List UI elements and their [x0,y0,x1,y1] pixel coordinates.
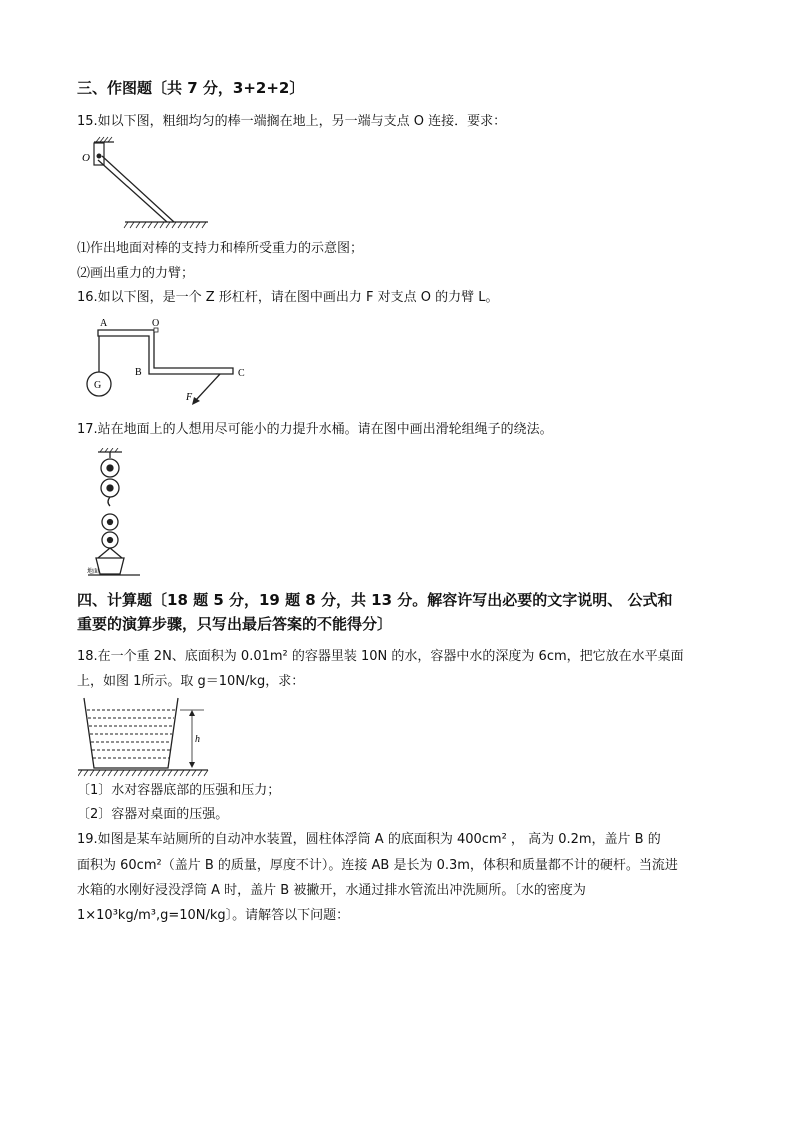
q17-figure [84,448,144,582]
rod-edge-bottom [102,156,174,222]
section4-heading-line2: 重要的演算步骤，只写出最后答案的不能得分〕 [77,615,393,633]
q18-sub1: 〔1〕水对容器底部的压强和压力； [77,783,281,798]
rod-edge-top [98,160,167,222]
q18-figure [78,696,218,778]
q16-figure [78,314,258,414]
label-o: O [152,318,160,329]
label-g: G [94,380,102,391]
q17-text: 17.站在地面上的人想用尽可能小的力提升水桶。请在图中画出滑轮组绳子的绕法。 [77,422,553,437]
water-lines [87,710,175,758]
hook-1 [108,497,110,506]
ground-label: 地面 [87,568,100,575]
q19-line4: 1×10³kg/m³,g=10N/kg〕。请解答以下问题： [77,908,350,923]
pivot-point [97,154,102,159]
section3-heading: 三、作图题〔共 7 分，3+2+2〕 [77,79,305,97]
q15-sub1: ⑴作出地面对棒的支持力和棒所受重力的示意图； [77,241,364,256]
q15-text: 15.如以下图，粗细均匀的棒一端搁在地上，另一端与支点 O 连接．要求： [77,114,507,129]
label-b: B [135,367,142,378]
force-f-line [196,374,220,400]
bucket-strap [98,548,122,558]
q19-line1: 19.如图是某车站厕所的自动冲水装置，圆柱体浮筒 A 的底面积为 400cm² ， 高为 0.2m，盖片 B 的 [77,832,661,847]
q16-text: 16.如以下图，是一个 Z 形杠杆，请在图中画出力 F 对支点 O 的力臂 L。 [77,290,499,305]
q18-sub2: 〔2〕容器对桌面的压强。 [77,807,229,822]
label-o: O [82,152,90,164]
label-h: h [195,734,200,745]
z-lever [98,330,233,374]
label-a: A [100,318,108,329]
q19-line3: 水箱的水刚好浸没浮筒 A 时，盖片 B 被撇开，水通过排水管流出冲洗厕所。〔水的密度为 [77,883,586,898]
q15-sub2: ⑵画出重力的力臂； [77,266,195,281]
q18-line2: 上，如图 1所示。取 g＝10N/kg，求： [77,674,305,689]
label-c: C [238,368,245,379]
container [84,698,178,768]
force-f-arrowhead [192,397,200,405]
section4-heading-line1: 四、计算题〔18 题 5 分，19 题 8 分，共 13 分。解容许写出必要的文字说明、 公式和 [77,591,673,609]
bucket [96,558,124,574]
q18-line1: 18.在一个重 2N、底面积为 0.01m² 的容器里装 10N 的水，容器中水的深度为 6cm，把它放在水平桌面 [77,649,684,664]
q19-line2: 面积为 60cm²（盖片 B 的质量，厚度不计）。连接 AB 是长为 0.3m，体积和质量都不计的硬杆。当流进 [77,858,678,873]
label-f: F [186,392,193,403]
q15-figure [80,136,210,234]
